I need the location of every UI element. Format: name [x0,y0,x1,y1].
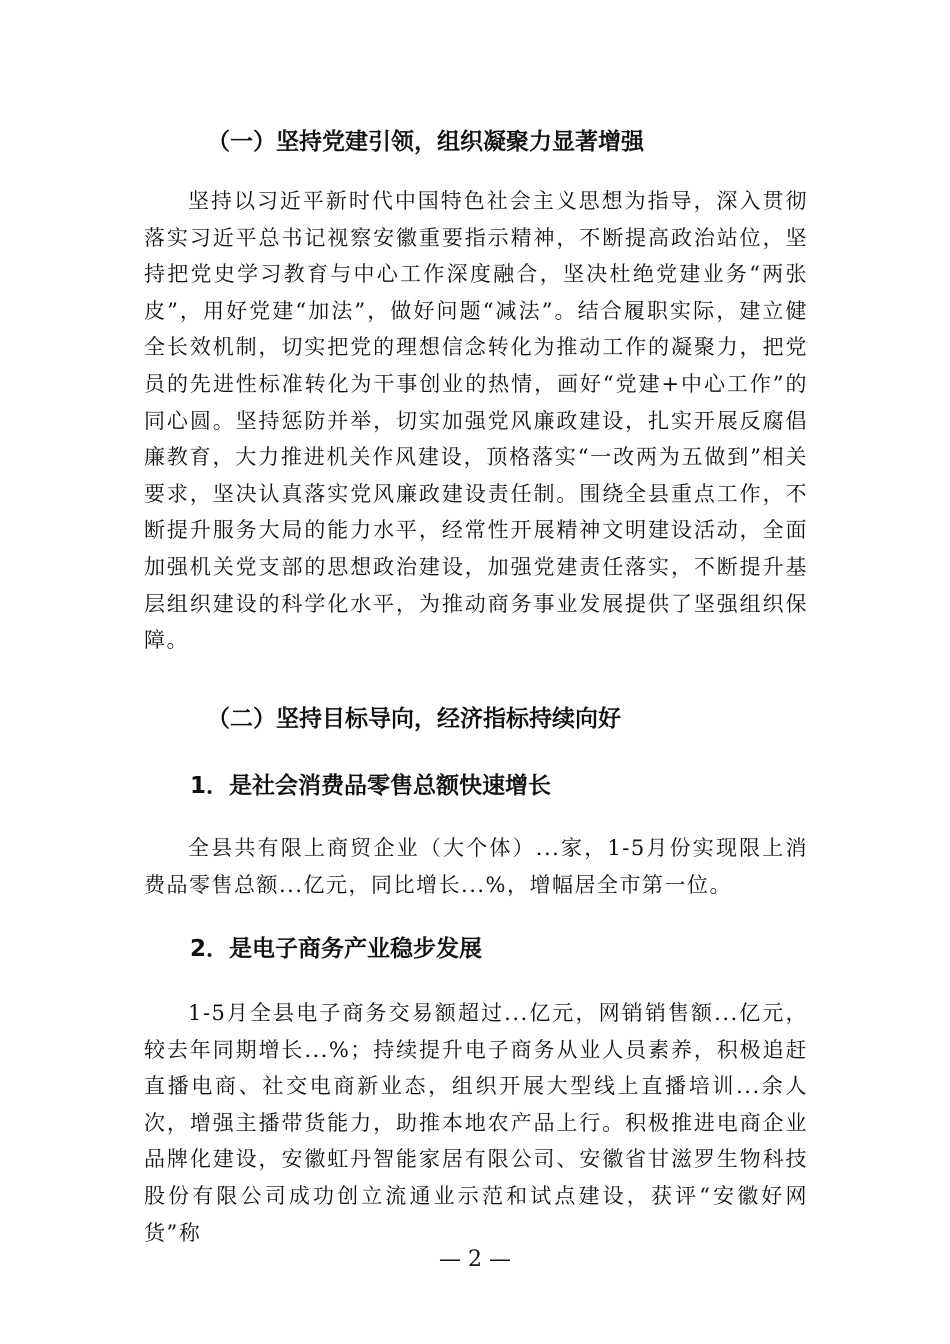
page-number: — 2 — [439,1247,511,1272]
subsection-1-paragraph: 全县共有限上商贸企业（大个体）...家，1-5月份实现限上消费品零售总额...亿元，同比增长...%，增幅居全市第一位。 [144,836,808,897]
section-1-heading: （一）坚持党建引领，组织凝聚力显著增强 [207,129,644,155]
section-2-heading: （二）坚持目标导向，经济指标持续向好 [207,706,621,732]
section-1-paragraph: 坚持以习近平新时代中国特色社会主义思想为指导，深入贯彻落实习近平总书记视察安徽重要指示精神，不断提高政治站位，坚持把党史学习教育与中心工作深度融合，坚决杜绝党建业务“两张皮”，用好党建“加法”，做好问题“减法”。结合履职实际，建立健全长效机制，切实把党的理想信念转化为推动工作的凝聚力，把党员的先进性标准转化为干事创业的热情，画好“党建+中心工作”的同心圆。坚持惩防并举，切实加强党风廉政建设，扎实开展反腐倡廉教育，大力推进机关作风建设，顶格落实“一改两为五做到”相关要求，坚决认真落实党风廉政建设责任制。围绕全县重点工作，不断提升服务大局的能力水平，经常性开展精神文明建设活动，全面加强机关党支部的思想政治建设，加强党建责任落实，不断提升基层组织建设的科学化水平，为推动商务事业发展提供了坚强组织保障。 [144,189,808,653]
subsection-1-heading: 1．是社会消费品零售总额快速增长 [190,773,552,799]
subsection-2-heading: 2．是电子商务产业稳步发展 [190,936,483,962]
subsection-2-paragraph: 1-5月全县电子商务交易额超过...亿元，网销销售额...亿元，较去年同期增长...%；持续提升电子商务从业人员素养，积极追赶直播电商、社交电商新业态，组织开展大型线上直播培训...余人次，增强主播带货能力，助推本地农产品上行。积极推进电商企业品牌化建设，安徽虹丹智能家居有限公司、安徽省甘滋罗生物科技股份有限公司成功创立流通业示范和试点建设，获评“安徽好网货”称 [144,1001,808,1245]
